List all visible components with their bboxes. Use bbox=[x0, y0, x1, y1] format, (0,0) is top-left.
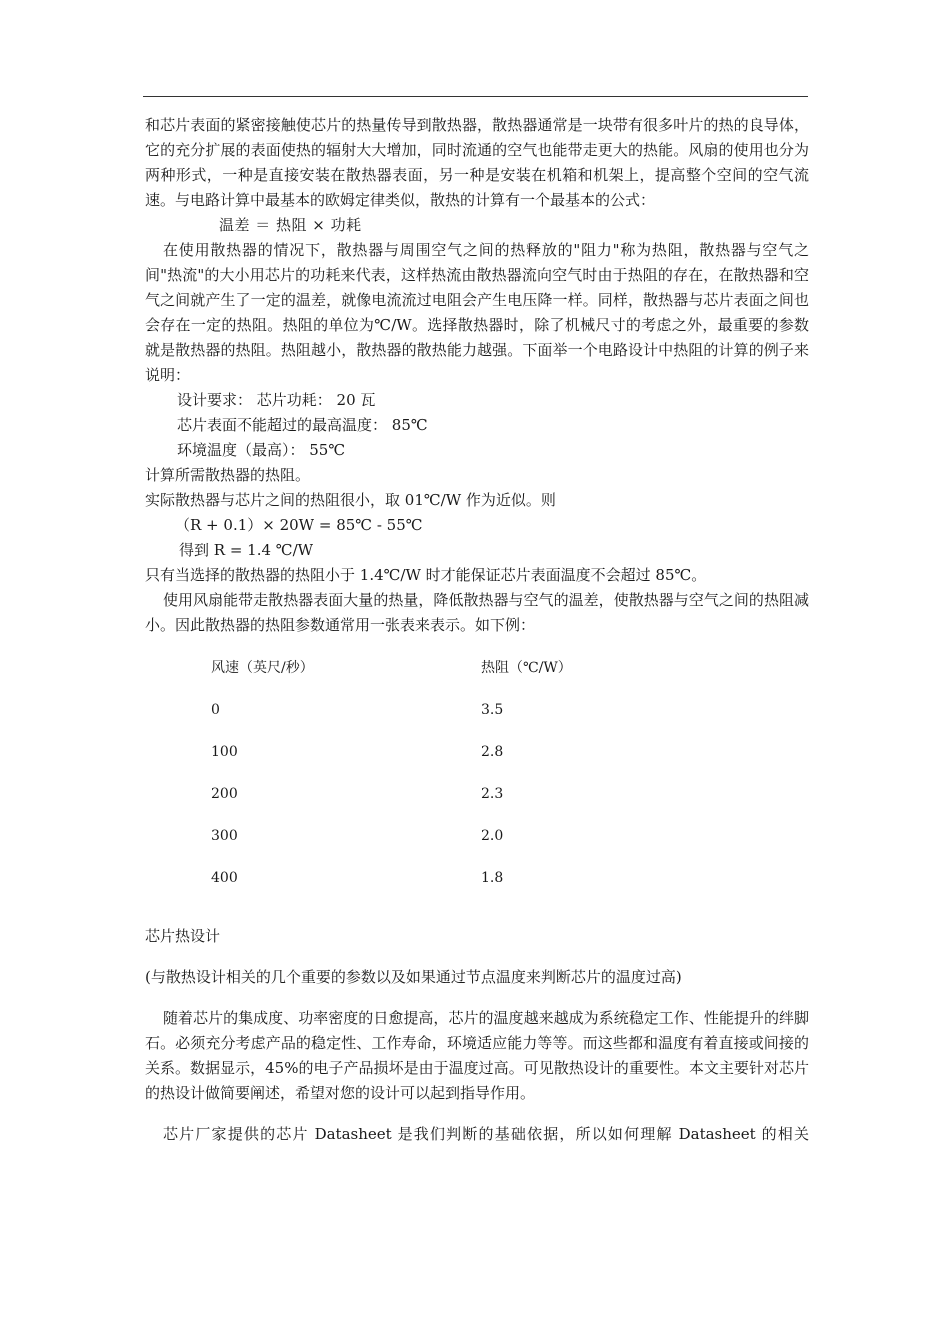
header-rule bbox=[143, 96, 808, 97]
table-cell: 3.5 bbox=[481, 702, 504, 718]
table-row bbox=[211, 740, 681, 782]
section-subtitle: (与散热设计相关的几个重要的参数以及如果通过节点温度来判断芯片的温度过高) bbox=[145, 968, 682, 986]
table-cell: 2.3 bbox=[481, 786, 504, 802]
formula-line: 温差 ＝ 热阻 × 功耗 bbox=[219, 216, 362, 234]
spacer bbox=[145, 1106, 809, 1122]
table-cell: 2.8 bbox=[481, 744, 504, 760]
spacer bbox=[145, 990, 809, 1006]
table-row bbox=[211, 824, 681, 866]
table-header-thermal-resistance: 热阻（℃/W） bbox=[481, 660, 572, 676]
requirement-power: 设计要求： 芯片功耗： 20 瓦 bbox=[177, 391, 376, 409]
table-cell: 300 bbox=[211, 828, 238, 844]
paragraph-fan: 使用风扇能带走散热器表面大量的热量，降低散热器与空气的温差，使散热器与空气之间的热阻减小。因此散热器的热阻参数通常用一张表来表示。如下例： bbox=[145, 591, 809, 634]
thermal-resistance-table bbox=[211, 656, 681, 908]
table-row bbox=[211, 782, 681, 824]
table-header-wind-speed: 风速（英尺/秒） bbox=[211, 660, 314, 676]
paragraph-chip-design: 随着芯片的集成度、功率密度的日愈提高，芯片的温度越来越成为系统稳定工作、性能提升的绊脚石。必须充分考虑产品的稳定性、工作寿命，环境适应能力等等。而这些都和温度有着直接或间接的关系。数据显示，45%的电子产品损坏是由于温度过高。可见散热设计的重要性。本文主要针对芯片的热设计做简要阐述，希望对您的设计可以起到指导作用。 bbox=[145, 1009, 809, 1102]
calc-task: 计算所需散热器的热阻。 bbox=[145, 466, 311, 484]
requirement-max-temp: 芯片表面不能超过的最高温度： 85℃ bbox=[177, 416, 428, 434]
calc-conclusion: 只有当选择的散热器的热阻小于 1.4℃/W 时才能保证芯片表面温度不会超过 85℃。 bbox=[145, 566, 707, 584]
table-cell: 200 bbox=[211, 786, 238, 802]
paragraph-datasheet: 芯片厂家提供的芯片 Datasheet 是我们判断的基础依据，所以如何理解 Datasheet 的相关 bbox=[163, 1125, 809, 1143]
requirement-ambient-temp: 环境温度（最高）： 55℃ bbox=[177, 441, 346, 459]
table-cell: 100 bbox=[211, 744, 238, 760]
paragraph-thermal-resistance: 在使用散热器的情况下，散热器与周围空气之间的热释放的"阻力"称为热阻，散热器与空气之间"热流"的大小用芯片的功耗来代表，这样热流由散热器流向空气时由于热阻的存在，在散热器和空气之间就产生了一定的温差，就像电流流过电阻会产生电压降一样。同样，散热器与芯片表面之间也会存在一定的热阻。热阻的单位为℃/W。选择散热器时，除了机械尺寸的考虑之外，最重要的参数就是散热器的热阻。热阻越小，散热器的散热能力越强。下面举一个电路设计中热阻的计算的例子来说明： bbox=[145, 241, 809, 384]
table-row bbox=[211, 866, 681, 908]
table-cell: 400 bbox=[211, 870, 238, 886]
calc-approximation: 实际散热器与芯片之间的热阻很小，取 01℃/W 作为近似。则 bbox=[145, 491, 556, 509]
calc-result: 得到 R = 1.4 ℃/W bbox=[179, 541, 314, 559]
table-row bbox=[211, 698, 681, 740]
section-title: 芯片热设计 bbox=[145, 927, 221, 945]
document-page bbox=[145, 113, 809, 1147]
paragraph-heatsink-intro: 和芯片表面的紧密接触使芯片的热量传导到散热器，散热器通常是一块带有很多叶片的热的良导体，它的充分扩展的表面使热的辐射大大增加，同时流通的空气也能带走更大的热能。风扇的使用也分为两种形式，一种是直接安装在散热器表面，另一种是安装在机箱和机架上，提高整个空间的空气流速。与电路计算中最基本的欧姆定律类似，散热的计算有一个最基本的公式： bbox=[145, 116, 809, 209]
table-header-row bbox=[211, 656, 681, 698]
calc-equation: （R + 0.1）× 20W = 85℃ - 55℃ bbox=[175, 516, 423, 534]
table-cell: 0 bbox=[211, 702, 220, 718]
table-cell: 2.0 bbox=[481, 828, 504, 844]
spacer bbox=[145, 949, 809, 965]
table-cell: 1.8 bbox=[481, 870, 504, 886]
